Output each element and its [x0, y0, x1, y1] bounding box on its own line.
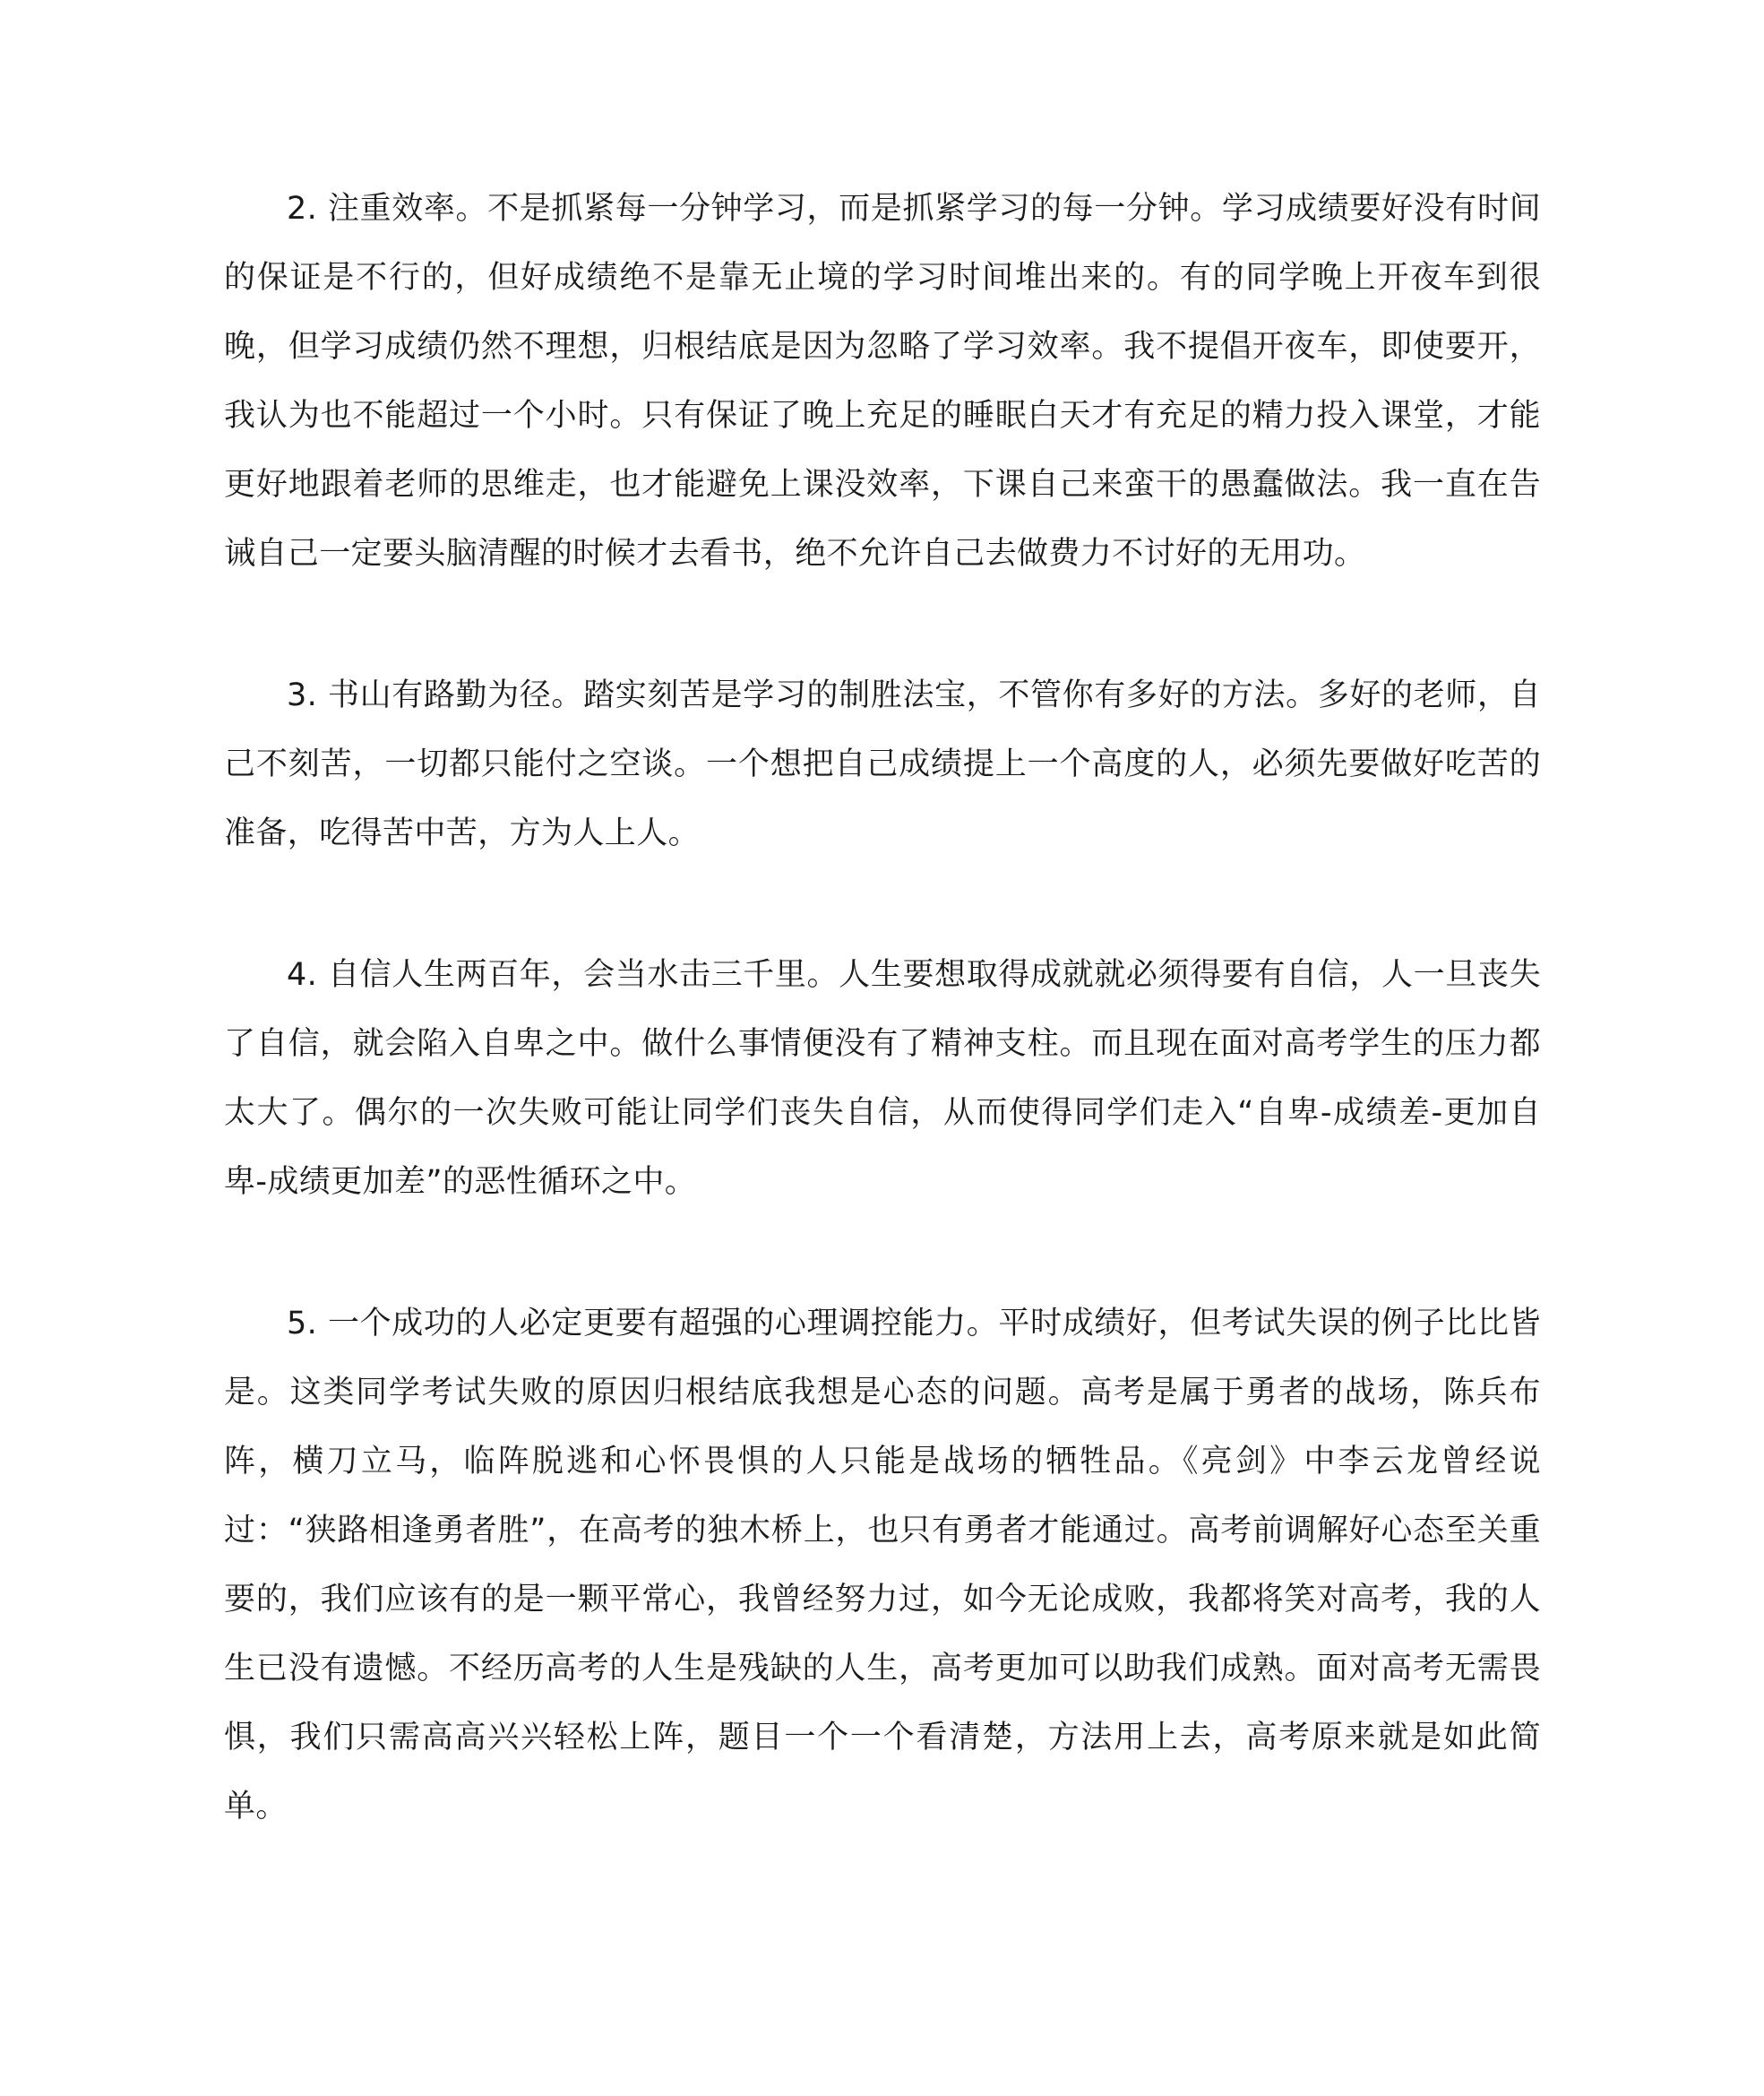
document-page: [224, 175, 1541, 1914]
paragraph-confidence: 4. 自信人生两百年，会当水击三千里。人生要想取得成就就必须得要有自信，人一旦丧失了自信，就会陷入自卑之中。做什么事情便没有了精神支柱。而且现在面对高考学生的压力都太大了。偶尔的一次失败可能让同学们丧失自信，从而使得同学们走入“自卑-成绩差-更加自卑-成绩更加差”的恶性循环之中。: [224, 957, 1541, 1200]
paragraph-diligence: 3. 书山有路勤为径。踏实刻苦是学习的制胜法宝，不管你有多好的方法。多好的老师，自己不刻苦，一切都只能付之空谈。一个想把自己成绩提上一个高度的人，必须先要做好吃苦的准备，吃得苦中苦，方为人上人。: [224, 677, 1541, 851]
paragraph-efficiency: 2. 注重效率。不是抓紧每一分钟学习，而是抓紧学习的每一分钟。学习成绩要好没有时间的保证是不行的，但好成绩绝不是靠无止境的学习时间堆出来的。有的同学晚上开夜车到很晚，但学习成绩仍然不理想，归根结底是因为忽略了学习效率。我不提倡开夜车，即使要开，我认为也不能超过一个小时。只有保证了晚上充足的睡眠白天才有充足的精力投入课堂，才能更好地跟着老师的思维走，也才能避免上课没效率，下课自己来蛮干的愚蠢做法。我一直在告诫自己一定要头脑清醒的时候才去看书，绝不允许自己去做费力不讨好的无用功。: [224, 191, 1541, 572]
paragraph-mental-control: 5. 一个成功的人必定更要有超强的心理调控能力。平时成绩好，但考试失误的例子比比皆是。这类同学考试失败的原因归根结底我想是心态的问题。高考是属于勇者的战场，陈兵布阵，横刀立马，临阵脱逃和心怀畏惧的人只能是战场的牺牲品。《亮剑》中李云龙曾经说过：“狭路相逢勇者胜”，在高考的独木桥上，也只有勇者才能通过。高考前调解好心态至关重要的，我们应该有的是一颗平常心，我曾经努力过，如今无论成败，我都将笑对高考，我的人生已没有遗憾。不经历高考的人生是残缺的人生，高考更加可以助我们成熟。面对高考无需畏惧，我们只需高高兴兴轻松上阵，题目一个一个看清楚，方法用上去，高考原来就是如此简单。: [224, 1306, 1541, 1824]
